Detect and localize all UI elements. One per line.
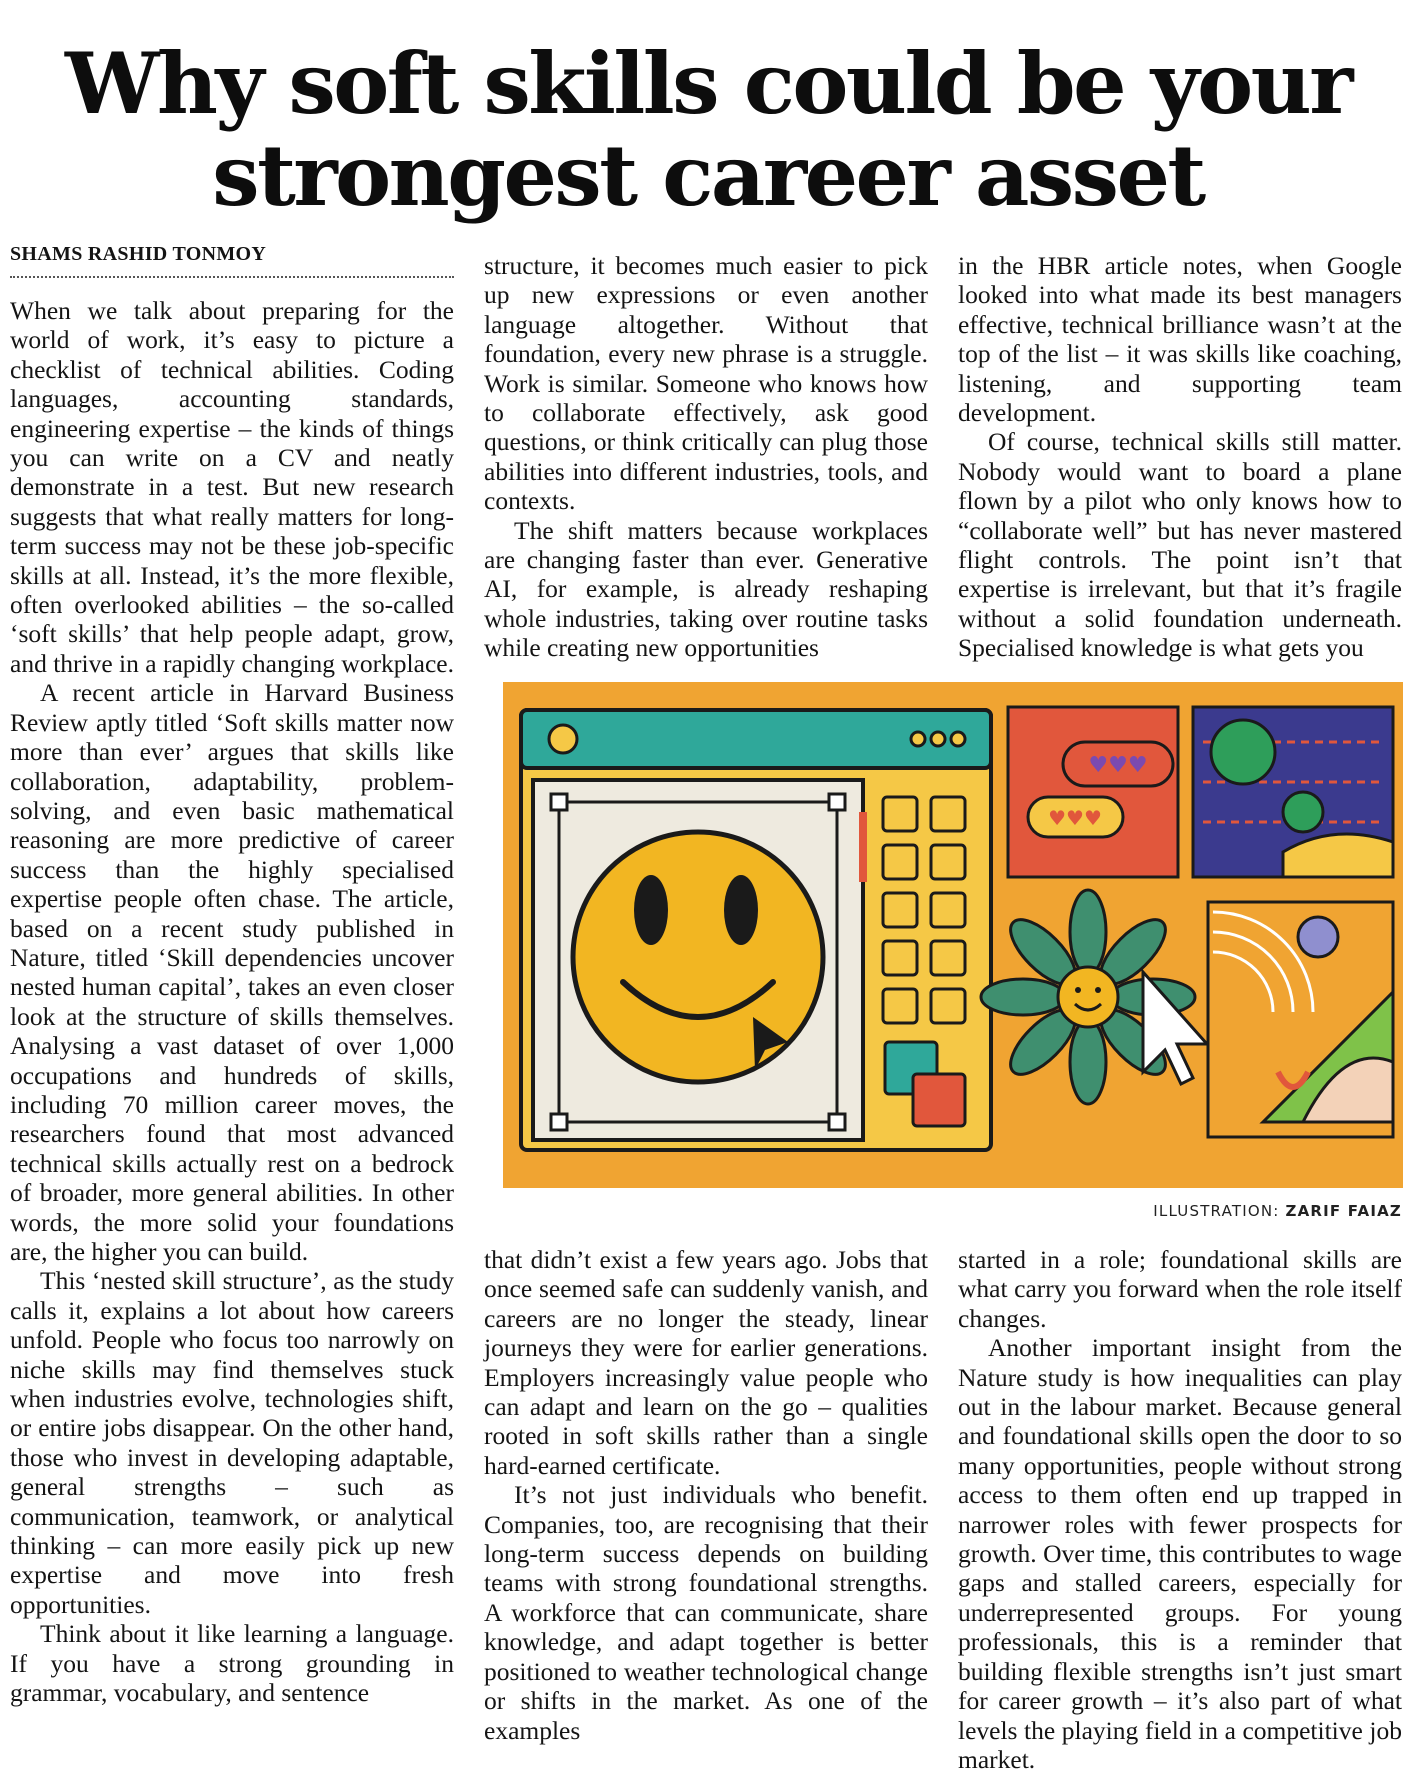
headline bbox=[0, 34, 1416, 225]
illustration-credit bbox=[1153, 1202, 1402, 1220]
paragraph: started in a role; foundational skills are what carry you forward when the role itself changes. bbox=[958, 1245, 1402, 1333]
byline: SHAMS RASHID TONMOY bbox=[10, 243, 454, 278]
circle-icon bbox=[1193, 707, 1393, 877]
sun-rays-icon bbox=[1208, 902, 1393, 1137]
paragraph: When we talk about preparing for the world of work, it’s easy to picture a checklist of technical abilities. Coding languages, accounting standards, engineering expertise – the kinds of things you can write on a CV and neatly demonstrate in a test. But new research suggests that what really matters for long-term success may not be these job-specific skills at all. Instead, it’s the more flexible, often overlooked abilities – the so-called ‘soft skills’ that help people adapt, grow, and thrive in a rapidly changing workplace. bbox=[10, 296, 454, 678]
headline-line-1: Why soft skills could be your bbox=[65, 34, 1351, 133]
svg-text:♥♥♥: ♥♥♥ bbox=[1088, 753, 1148, 778]
paragraph: Think about it like learning a language. If you have a strong grounding in grammar, vocabulary, and sentence bbox=[10, 1619, 454, 1708]
paragraph: Of course, technical skills still matter. Nobody would want to board a plane flown by a pilot who only knows how to “collaborate well” but has never mastered flight controls. The point isn’t that expertise is irrelevant, but that it’s fragile without a solid foundation underneath. Specialised knowledge is what gets you bbox=[958, 427, 1402, 663]
column-3-top bbox=[958, 251, 1402, 663]
column-1 bbox=[10, 296, 454, 1708]
paragraph: It’s not just individuals who benefit. Companies, too, are recognising that their long-term success depends on building teams with strong foundational strengths. A workforce that can communicate, share knowledge, and adapt together is better positioned to weather technological change or shifts in the market. As one of the examples bbox=[484, 1480, 928, 1745]
paragraph: that didn’t exist a few years ago. Jobs that once seemed safe can suddenly vanish, and careers are no longer the steady, linear journeys they were for earlier generations. Employers increasingly value people who can adapt and learn on the go – qualities rooted in soft skills rather than a single hard-earned certificate. bbox=[484, 1245, 928, 1480]
credit-label: ILLUSTRATION: bbox=[1153, 1202, 1280, 1220]
column-2-bottom bbox=[484, 1245, 928, 1745]
credit-name: ZARIF FAIAZ bbox=[1285, 1202, 1402, 1220]
column-2-top bbox=[484, 251, 928, 663]
heart-chat-bubble-icon bbox=[1008, 707, 1178, 877]
paragraph: in the HBR article notes, when Google looked into what made its best managers effective, technical brilliance wasn’t at the top of the list – it was skills like coaching, listening, and supporting team development. bbox=[958, 251, 1402, 428]
column-3-bottom bbox=[958, 1245, 1402, 1774]
paragraph: The shift matters because workplaces are changing faster than ever. Generative AI, for example, is already reshaping whole industries, taking over routine tasks while creating new opportunities bbox=[484, 515, 928, 663]
illustration bbox=[503, 682, 1403, 1188]
paragraph: This ‘nested skill structure’, as the study calls it, explains a lot about how careers unfold. People who focus too narrowly on niche skills may find themselves stuck when industries evolve, technologies shift, or entire jobs disappear. On the other hand, those who invest in developing adaptable, general strengths – such as communication, teamwork, or analytical thinking – can more easily pick up new expertise and move into fresh opportunities. bbox=[10, 1266, 454, 1619]
paragraph: A recent article in Harvard Business Review aptly titled ‘Soft skills matter now more than ever’ argues that skills like collaboration, adaptability, problem-solving, and even basic mathematical reasoning are more predictive of career success than the highly specialised expertise people often chase. The article, based on a recent study published in Nature, titled ‘Skill dependencies uncover nested human capital’, takes an even closer look at the structure of skills themselves. Analysing a vast dataset of over 1,000 occupations and hundreds of skills, including 70 million career moves, the researchers found that most advanced technical skills actually rest on a bedrock of broader, more general abilities. In other words, the more solid your foundations are, the higher you can build. bbox=[10, 678, 454, 1266]
paragraph: structure, it becomes much easier to pick up new expressions or even another language altogether. Without that foundation, every new phrase is a struggle. Work is similar. Someone who knows how to collaborate effectively, ask good questions, or think critically can plug those abilities into different industries, tools, and contexts. bbox=[484, 251, 928, 516]
svg-text:♥♥♥: ♥♥♥ bbox=[1048, 806, 1102, 830]
headline-line-2: strongest career asset bbox=[212, 126, 1204, 225]
paragraph: Another important insight from the Nature study is how inequalities can play out in the labour market. Because general and foundational skills open the door to so many opportunities, people without strong access to them often end up trapped in narrower roles with fewer prospects for growth. Over time, this contributes to wage gaps and stalled careers, especially for underrepresented groups. For young professionals, this is a reminder that building flexible strengths isn’t just smart for career growth – it’s also part of what levels the playing field in a competitive job market. bbox=[958, 1333, 1402, 1774]
